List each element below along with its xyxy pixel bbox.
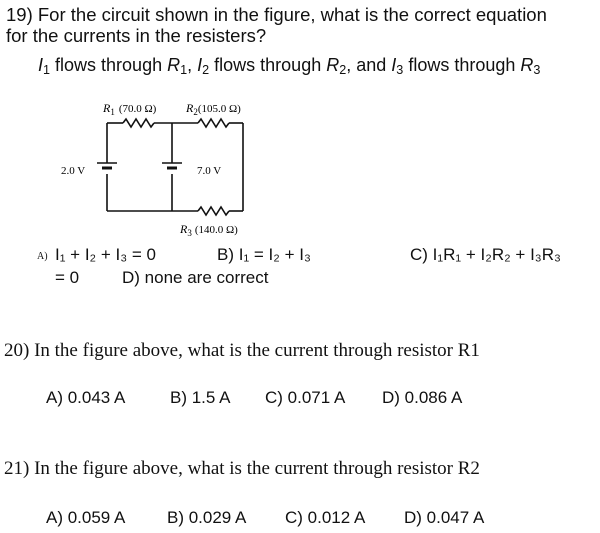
q20-choice-c: C) 0.071 A xyxy=(265,388,346,407)
i2-symbol: I xyxy=(197,55,203,75)
choice-c-continuation: = 0 xyxy=(55,268,80,287)
r1-label: $R_1$ (70.0 Ω) xyxy=(103,101,157,117)
r1-subscript: 1 xyxy=(180,63,188,78)
choice-a-letter: A) xyxy=(37,251,48,262)
r3-symbol: R xyxy=(520,55,534,75)
circuit-diagram xyxy=(55,98,285,238)
battery-mid-label: 7.0 V xyxy=(197,165,222,177)
r2-symbol: R xyxy=(326,55,340,75)
r3-subscript: 3 xyxy=(533,63,541,78)
current-definitions xyxy=(38,55,540,77)
question-19-line-1: 19) For the circuit shown in the figure, what is the correct equation xyxy=(6,4,547,25)
question-21-text: 21) In the figure above, what is the current through resistor R2 xyxy=(4,458,480,479)
r3-label: $R_3$ (140.0 Ω) xyxy=(180,222,238,238)
r2-subscript: 2 xyxy=(339,63,347,78)
question-19-line-2: for the currents in the resisters? xyxy=(6,25,267,46)
i3-symbol: I xyxy=(391,55,397,75)
i2-subscript: 2 xyxy=(202,63,210,78)
choice-b-text: B) I₁ = I₂ + I₃ xyxy=(217,245,311,264)
i1-symbol: I xyxy=(38,55,44,75)
r2-label: $R_2(105.0$ Ω) xyxy=(186,101,241,117)
q20-choice-a: A) 0.043 A xyxy=(46,388,126,407)
resistor-r2-symbol xyxy=(198,119,229,127)
resistor-r3-symbol xyxy=(198,207,229,215)
i3-subscript: 3 xyxy=(396,63,404,78)
flows-text-1: flows through xyxy=(50,55,168,75)
i1-subscript: 1 xyxy=(43,63,51,78)
q21-choice-a: A) 0.059 A xyxy=(46,508,126,527)
r1-symbol: R xyxy=(167,55,181,75)
choice-a-text: I₁ + I₂ + I₃ = 0 xyxy=(55,245,157,264)
resistor-r1-symbol xyxy=(123,119,154,127)
choice-d-text: D) none are correct xyxy=(122,268,269,287)
battery-left-label: 2.0 V xyxy=(61,165,86,177)
flows-text-3: flows through xyxy=(403,55,521,75)
q20-choice-b: B) 1.5 A xyxy=(170,388,231,407)
separator-1: , xyxy=(187,55,198,75)
q21-choice-c: C) 0.012 A xyxy=(285,508,366,527)
choice-c-text: C) I₁R₁ + I₂R₂ + I₃R₃ xyxy=(410,245,561,264)
separator-2: , and xyxy=(346,55,392,75)
question-20-text: 20) In the figure above, what is the current through resistor R1 xyxy=(4,340,480,361)
flows-text-2: flows through xyxy=(209,55,327,75)
q20-choice-d: D) 0.086 A xyxy=(382,388,463,407)
q21-choice-b: B) 0.029 A xyxy=(167,508,247,527)
q21-choice-d: D) 0.047 A xyxy=(404,508,485,527)
